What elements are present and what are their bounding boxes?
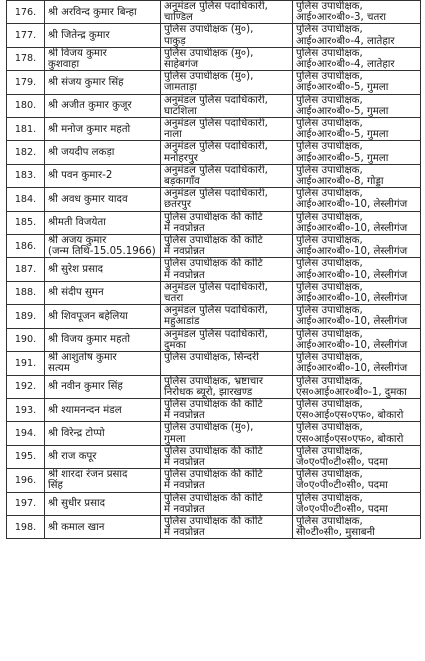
current-post-cell <box>161 469 293 492</box>
current-post-line: पुलिस उपाधीक्षक की कोटि <box>164 258 263 270</box>
new-posting-cell <box>293 24 421 47</box>
table-row <box>7 71 421 94</box>
current-post-line: में नवप्रोन्नत <box>164 456 205 468</box>
new-posting-cell <box>293 118 421 141</box>
officer-name-cell <box>45 305 161 328</box>
current-post-cell <box>161 188 293 211</box>
new-posting-line: आई०आर०बी०-5, गुमला <box>296 129 389 141</box>
officer-name-cell <box>45 422 161 445</box>
current-post-line: में नवप्रोन्नत <box>164 410 205 422</box>
table-row <box>7 492 421 515</box>
new-posting-line: आई०आर०बी०-10, लेस्लीगंज <box>296 269 408 281</box>
current-post-line: चाण्डिल <box>164 12 193 24</box>
officer-name-cell <box>45 281 161 304</box>
current-post-line: में नवप्रोन्नत <box>164 480 205 492</box>
current-post-line: पुलिस उपाधीक्षक की कोटि <box>164 492 263 504</box>
new-posting-line: आई०आर०बी०-3, चतरा <box>296 12 387 24</box>
officer-name-line: श्री सुरेश प्रसाद <box>48 264 104 276</box>
officer-name-cell <box>45 445 161 468</box>
new-posting-line: आई०आर०बी०-4, लातेहार <box>296 35 395 47</box>
new-posting-line: पुलिस उपाधीक्षक, <box>296 71 363 83</box>
current-post-line: जामताड़ा <box>164 82 197 94</box>
new-posting-line: पुलिस उपाधीक्षक, <box>296 422 363 434</box>
current-post-line: मनोहरपुर <box>164 152 198 164</box>
serial-number-cell: 178. <box>7 47 45 70</box>
current-post-cell <box>161 445 293 468</box>
current-post-line: पुलिस उपाधीक्षक, सिन्दरी <box>164 352 259 364</box>
new-posting-line: जे०ए०पी०टी०सी०, पदमा <box>296 503 388 515</box>
new-posting-line: पुलिस उपाधीक्षक, <box>296 398 363 410</box>
new-posting-cell <box>293 47 421 70</box>
new-posting-line: पुलिस उपाधीक्षक, <box>296 305 363 317</box>
officer-name-cell <box>45 164 161 187</box>
current-post-cell <box>161 422 293 445</box>
new-posting-cell <box>293 281 421 304</box>
officer-name-cell <box>45 352 161 375</box>
current-post-line: अनुमंडल पुलिस पदाधिकारी, <box>164 94 268 106</box>
table-row <box>7 328 421 351</box>
officer-name-line: कुशवाहा <box>48 59 80 71</box>
current-post-line: अनुमंडल पुलिस पदाधिकारी, <box>164 281 268 293</box>
officer-name-line: श्री अरविन्द कुमार बिन्हा <box>48 6 137 18</box>
officer-name-cell <box>45 375 161 398</box>
current-post-line: अनुमंडल पुलिस पदाधिकारी, <box>164 164 268 176</box>
current-post-line: पुलिस उपाधीक्षक की कोटि <box>164 211 263 223</box>
new-posting-line: पुलिस उपाधीक्षक, <box>296 118 363 130</box>
table-row <box>7 94 421 117</box>
table-row <box>7 258 421 281</box>
new-posting-cell <box>293 398 421 421</box>
officer-name-cell <box>45 24 161 47</box>
current-post-line: में नवप्रोन्नत <box>164 246 205 258</box>
officer-name-cell <box>45 188 161 211</box>
current-post-line: छतरपुर <box>164 199 192 211</box>
new-posting-line: आई०आर०बी०-10, लेस्लीगंज <box>296 222 408 234</box>
current-post-line: पुलिस उपाधीक्षक (मु०), <box>164 422 254 434</box>
current-post-line: पुलिस उपाधीक्षक (मु०), <box>164 24 254 36</box>
new-posting-cell <box>293 211 421 234</box>
officer-name-line: श्री विजय कुमार महतो <box>48 334 131 346</box>
current-post-cell <box>161 94 293 117</box>
new-posting-cell <box>293 141 421 164</box>
officer-name-line: श्री कमाल खान <box>48 521 105 533</box>
serial-number-cell: 179. <box>7 71 45 94</box>
new-posting-line: पुलिस उपाधीक्षक, <box>296 24 363 36</box>
officer-name-line: श्री जितेन्द्र कुमार <box>48 30 110 41</box>
current-post-line: बड़कागाँव <box>164 176 200 188</box>
serial-number-cell: 186. <box>7 235 45 258</box>
table-row <box>7 469 421 492</box>
new-posting-cell <box>293 328 421 351</box>
officer-name-line: श्री नवीन कुमार सिंह <box>48 381 123 393</box>
serial-number-cell: 183. <box>7 164 45 187</box>
officer-name-cell <box>45 94 161 117</box>
new-posting-line: आई०आर०बी०-5, गुमला <box>296 105 389 117</box>
current-post-cell <box>161 24 293 47</box>
table-row <box>7 398 421 421</box>
new-posting-cell <box>293 164 421 187</box>
new-posting-line: पुलिस उपाधीक्षक, <box>296 492 363 504</box>
new-posting-cell <box>293 492 421 515</box>
current-post-line: अनुमंडल पुलिस पदाधिकारी, <box>164 188 268 200</box>
current-post-line: पुलिस उपाधीक्षक (मु०), <box>164 47 254 59</box>
new-posting-cell <box>293 71 421 94</box>
current-post-cell <box>161 235 293 258</box>
officer-name-line: सत्यम <box>48 363 70 375</box>
current-post-cell <box>161 515 293 538</box>
current-post-cell <box>161 328 293 351</box>
officer-name-line: श्री विजय कुमार <box>48 47 107 59</box>
officer-name-line: श्री पवन कुमार-2 <box>48 170 113 182</box>
new-posting-cell <box>293 258 421 281</box>
new-posting-line: आई०आर०बी०-10, लेस्लीगंज <box>296 363 408 375</box>
new-posting-line: पुलिस उपाधीक्षक, <box>296 445 363 457</box>
serial-number-cell: 190. <box>7 328 45 351</box>
new-posting-cell <box>293 445 421 468</box>
current-post-line: घाटशिला <box>164 105 197 117</box>
table-row <box>7 24 421 47</box>
current-post-line: चतरा <box>164 293 184 305</box>
serial-number-cell: 187. <box>7 258 45 281</box>
new-posting-line: आई०आर०बी०-10, लेस्लीगंज <box>296 246 408 258</box>
new-posting-line: एस०आई०एस०एफ०, बोकारो <box>296 433 404 445</box>
table-row <box>7 211 421 234</box>
current-post-line: में नवप्रोन्नत <box>164 527 205 539</box>
officer-name-cell <box>45 141 161 164</box>
current-post-line: अनुमंडल पुलिस पदाधिकारी, <box>164 141 268 153</box>
new-posting-line: आई०आर०बी०-8, गोड्डा <box>296 176 384 188</box>
new-posting-line: आई०आर०बी०-10, लेस्लीगंज <box>296 339 408 351</box>
current-post-line: अनुमंडल पुलिस पदाधिकारी, <box>164 118 268 130</box>
officer-name-line: श्री संजय कुमार सिंह <box>48 76 124 88</box>
officer-name-cell <box>45 211 161 234</box>
new-posting-line: पुलिस उपाधीक्षक, <box>296 258 363 270</box>
table-row <box>7 375 421 398</box>
current-post-cell <box>161 211 293 234</box>
table-row <box>7 352 421 375</box>
new-posting-line: एस०आई०आर०बी०-1, दुमका <box>296 386 407 398</box>
current-post-cell <box>161 141 293 164</box>
table-row <box>7 281 421 304</box>
serial-number-cell: 197. <box>7 492 45 515</box>
table-row <box>7 422 421 445</box>
new-posting-line: आई०आर०बी०-5, गुमला <box>296 152 389 164</box>
new-posting-line: पुलिस उपाधीक्षक, <box>296 469 363 481</box>
current-post-cell <box>161 305 293 328</box>
new-posting-cell <box>293 1 421 24</box>
table-row <box>7 1 421 24</box>
serial-number-cell: 189. <box>7 305 45 328</box>
current-post-cell <box>161 71 293 94</box>
officer-name-cell <box>45 492 161 515</box>
new-posting-line: पुलिस उपाधीक्षक, <box>296 375 363 387</box>
table-row <box>7 235 421 258</box>
transfer-table <box>6 0 421 539</box>
current-post-line: दुमका <box>164 339 186 351</box>
current-post-cell <box>161 375 293 398</box>
table-row <box>7 164 421 187</box>
current-post-line: गुमला <box>164 433 186 445</box>
new-posting-line: आई०आर०बी०-4, लातेहार <box>296 59 395 71</box>
officer-name-line: श्री अजय कुमार <box>48 235 107 247</box>
current-post-cell <box>161 47 293 70</box>
officer-name-cell <box>45 515 161 538</box>
serial-number-cell: 176. <box>7 1 45 24</box>
current-post-line: में नवप्रोन्नत <box>164 503 205 515</box>
new-posting-cell <box>293 469 421 492</box>
new-posting-line: पुलिस उपाधीक्षक, <box>296 281 363 293</box>
new-posting-cell <box>293 94 421 117</box>
table-row <box>7 141 421 164</box>
current-post-cell <box>161 118 293 141</box>
officer-name-line: श्री राज कपूर <box>48 451 97 463</box>
officer-name-cell <box>45 258 161 281</box>
officer-name-line: श्री अवध कुमार यादव <box>48 193 128 205</box>
new-posting-line: आई०आर०बी०-5, गुमला <box>296 82 389 94</box>
serial-number-cell: 184. <box>7 188 45 211</box>
new-posting-line: पुलिस उपाधीक्षक, <box>296 328 363 340</box>
new-posting-line: आई०आर०बी०-10, लेस्लीगंज <box>296 293 408 305</box>
officer-name-line: श्री जयदीप लकड़ा <box>48 147 115 159</box>
new-posting-line: पुलिस उपाधीक्षक, <box>296 47 363 59</box>
officer-name-line: (जन्म तिथि-15.05.1966) <box>48 246 156 258</box>
serial-number-cell: 188. <box>7 281 45 304</box>
table-row <box>7 118 421 141</box>
table-row <box>7 445 421 468</box>
serial-number-cell: 182. <box>7 141 45 164</box>
new-posting-line: पुलिस उपाधीक्षक, <box>296 352 363 364</box>
current-post-cell <box>161 164 293 187</box>
current-post-line: पुलिस उपाधीक्षक की कोटि <box>164 235 263 247</box>
officer-name-cell <box>45 1 161 24</box>
new-posting-line: जे०ए०पी०टी०सी०, पदमा <box>296 480 388 492</box>
officer-name-line: श्री विरेन्द्र टोप्पो <box>48 427 105 439</box>
table-body <box>7 1 421 539</box>
new-posting-line: पुलिस उपाधीक्षक, <box>296 94 363 106</box>
serial-number-cell: 193. <box>7 398 45 421</box>
current-post-line: नाला <box>164 129 182 141</box>
officer-name-cell <box>45 71 161 94</box>
current-post-cell <box>161 281 293 304</box>
current-post-line: पुलिस उपाधीक्षक की कोटि <box>164 445 263 457</box>
current-post-line: अनुमंडल पुलिस पदाधिकारी, <box>164 1 268 12</box>
new-posting-line: पुलिस उपाधीक्षक, <box>296 164 363 176</box>
new-posting-line: पुलिस उपाधीक्षक, <box>296 1 363 12</box>
officer-name-line: श्री आशुतोष कुमार <box>48 352 117 364</box>
officer-name-line: श्री शारदा रंजन प्रसाद <box>48 469 128 481</box>
current-post-cell <box>161 1 293 24</box>
current-post-line: पुलिस उपाधीक्षक की कोटि <box>164 469 263 481</box>
new-posting-cell <box>293 235 421 258</box>
current-post-line: पुलिस उपाधीक्षक (मु०), <box>164 71 254 83</box>
new-posting-line: पुलिस उपाधीक्षक, <box>296 141 363 153</box>
serial-number-cell: 192. <box>7 375 45 398</box>
serial-number-cell: 195. <box>7 445 45 468</box>
officer-name-line: श्रीमती विजयेता <box>48 217 106 229</box>
new-posting-cell <box>293 352 421 375</box>
current-post-line: साहेबगंज <box>164 59 199 71</box>
serial-number-cell: 194. <box>7 422 45 445</box>
current-post-line: महुआडांड <box>164 316 200 328</box>
current-post-line: पुलिस उपाधीक्षक, भ्रष्टाचार <box>164 375 263 387</box>
serial-number-cell: 181. <box>7 118 45 141</box>
table-row <box>7 47 421 70</box>
new-posting-line: आई०आर०बी०-10, लेस्लीगंज <box>296 316 408 328</box>
current-post-line: अनुमंडल पुलिस पदाधिकारी, <box>164 328 268 340</box>
serial-number-cell: 191. <box>7 352 45 375</box>
table-row <box>7 305 421 328</box>
serial-number-cell: 196. <box>7 469 45 492</box>
current-post-cell <box>161 398 293 421</box>
officer-name-line: सिंह <box>48 480 63 492</box>
new-posting-cell <box>293 515 421 538</box>
officer-name-line: श्री मनोज कुमार महतो <box>48 123 131 135</box>
new-posting-cell <box>293 375 421 398</box>
current-post-cell <box>161 258 293 281</box>
officer-name-cell <box>45 235 161 258</box>
current-post-line: पुलिस उपाधीक्षक की कोटि <box>164 515 263 527</box>
serial-number-cell: 177. <box>7 24 45 47</box>
new-posting-line: पुलिस उपाधीक्षक, <box>296 188 363 200</box>
officer-name-cell <box>45 398 161 421</box>
officer-name-cell <box>45 47 161 70</box>
officer-name-line: श्री संदीप सुमन <box>48 287 104 299</box>
new-posting-cell <box>293 422 421 445</box>
table-row <box>7 188 421 211</box>
new-posting-line: सी०टी०सी०, मुसाबनी <box>296 527 375 539</box>
officer-name-line: श्री सुधीर प्रसाद <box>48 498 106 510</box>
new-posting-line: जे०ए०पी०टी०सी०, पदमा <box>296 456 388 468</box>
new-posting-line: पुलिस उपाधीक्षक, <box>296 211 363 223</box>
current-post-line: अनुमंडल पुलिस पदाधिकारी, <box>164 305 268 317</box>
serial-number-cell: 185. <box>7 211 45 234</box>
new-posting-cell <box>293 305 421 328</box>
officer-name-line: श्री अजीत कुमार कुजूर <box>48 100 132 112</box>
new-posting-line: पुलिस उपाधीक्षक, <box>296 235 363 247</box>
serial-number-cell: 180. <box>7 94 45 117</box>
serial-number-cell: 198. <box>7 515 45 538</box>
current-post-line: में नवप्रोन्नत <box>164 269 205 281</box>
current-post-cell <box>161 492 293 515</box>
current-post-line: पुलिस उपाधीक्षक की कोटि <box>164 398 263 410</box>
new-posting-line: पुलिस उपाधीक्षक, <box>296 515 363 527</box>
new-posting-line: आई०आर०बी०-10, लेस्लीगंज <box>296 199 408 211</box>
table-row <box>7 515 421 538</box>
current-post-line: में नवप्रोन्नत <box>164 222 205 234</box>
current-post-cell <box>161 352 293 375</box>
officer-name-cell <box>45 469 161 492</box>
new-posting-line: एस०आई०एस०एफ०, बोकारो <box>296 410 404 422</box>
current-post-line: पाकुड़ <box>164 35 186 47</box>
new-posting-cell <box>293 188 421 211</box>
officer-name-cell <box>45 118 161 141</box>
officer-name-cell <box>45 328 161 351</box>
officer-name-line: श्री शिवपूजन बहेलिया <box>48 310 128 322</box>
current-post-line: निरोधक ब्यूरो, झारखण्ड <box>164 386 253 398</box>
officer-name-line: श्री श्यामनन्दन मंडल <box>48 404 122 416</box>
